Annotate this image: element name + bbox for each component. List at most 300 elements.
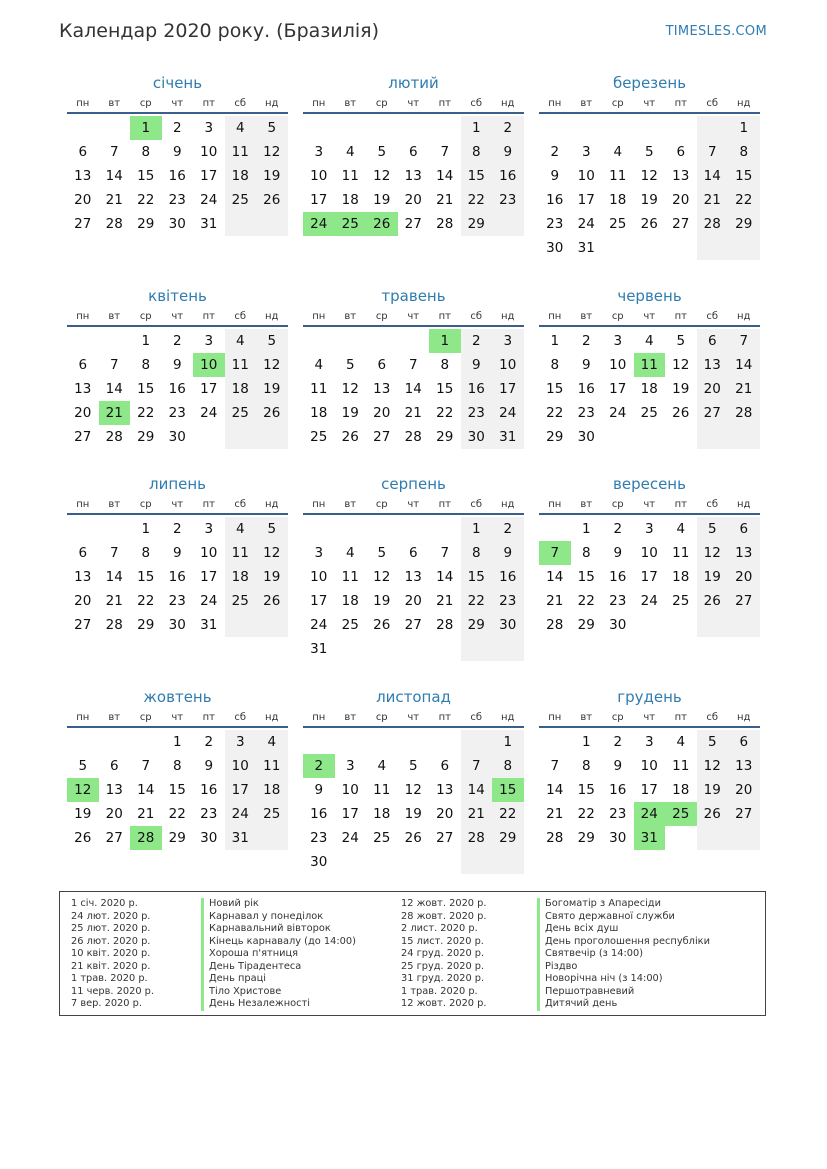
day-cell[interactable]: 26 bbox=[373, 617, 391, 633]
day-cell[interactable]: 1 bbox=[130, 116, 162, 140]
day-cell[interactable]: 24 bbox=[609, 405, 627, 421]
day-cell[interactable]: 13 bbox=[404, 168, 422, 184]
day-cell[interactable]: 5 bbox=[377, 144, 387, 160]
day-cell[interactable]: 7 bbox=[109, 144, 119, 160]
day-cell[interactable]: 10 bbox=[193, 353, 225, 377]
day-cell[interactable]: 11 bbox=[672, 545, 690, 561]
day-cell[interactable]: 21 bbox=[546, 806, 564, 822]
day-cell[interactable]: 3 bbox=[204, 333, 214, 349]
day-cell[interactable]: 15 bbox=[492, 778, 524, 802]
day-cell[interactable]: 5 bbox=[256, 517, 288, 541]
day-cell[interactable]: 30 bbox=[492, 613, 524, 637]
day-cell[interactable]: 22 bbox=[546, 405, 564, 421]
day-cell[interactable]: 1 bbox=[461, 116, 493, 140]
day-cell[interactable]: 20 bbox=[74, 593, 92, 609]
day-cell[interactable]: 4 bbox=[225, 116, 257, 140]
day-cell[interactable]: 5 bbox=[676, 333, 686, 349]
day-cell[interactable]: 21 bbox=[436, 192, 454, 208]
day-cell[interactable]: 10 bbox=[640, 545, 658, 561]
day-cell[interactable]: 12 bbox=[404, 782, 422, 798]
day-cell[interactable]: 27 bbox=[404, 617, 422, 633]
day-cell[interactable]: 24 bbox=[634, 802, 666, 826]
day-cell[interactable]: 1 bbox=[141, 521, 151, 537]
day-cell[interactable]: 7 bbox=[440, 545, 450, 561]
day-cell[interactable]: 20 bbox=[436, 806, 454, 822]
day-cell[interactable]: 19 bbox=[697, 778, 729, 802]
day-cell[interactable]: 16 bbox=[168, 168, 186, 184]
day-cell[interactable]: 15 bbox=[461, 565, 493, 589]
day-cell[interactable]: 3 bbox=[204, 120, 214, 136]
day-cell[interactable]: 14 bbox=[105, 569, 123, 585]
day-cell[interactable]: 26 bbox=[74, 830, 92, 846]
day-cell[interactable]: 8 bbox=[172, 758, 182, 774]
day-cell[interactable]: 26 bbox=[640, 216, 658, 232]
day-cell[interactable]: 20 bbox=[672, 192, 690, 208]
day-cell[interactable]: 20 bbox=[74, 405, 92, 421]
day-cell[interactable]: 26 bbox=[256, 188, 288, 212]
day-cell[interactable]: 2 bbox=[550, 144, 560, 160]
day-cell[interactable]: 16 bbox=[168, 381, 186, 397]
day-cell[interactable]: 11 bbox=[225, 353, 257, 377]
day-cell[interactable]: 23 bbox=[461, 401, 493, 425]
day-cell[interactable]: 24 bbox=[341, 830, 359, 846]
day-cell[interactable]: 3 bbox=[644, 521, 654, 537]
day-cell[interactable]: 9 bbox=[550, 168, 560, 184]
day-cell[interactable]: 15 bbox=[137, 168, 155, 184]
day-cell[interactable]: 2 bbox=[492, 517, 524, 541]
day-cell[interactable]: 2 bbox=[461, 329, 493, 353]
day-cell[interactable]: 3 bbox=[581, 144, 591, 160]
day-cell[interactable]: 5 bbox=[377, 545, 387, 561]
day-cell[interactable]: 31 bbox=[310, 641, 328, 657]
day-cell[interactable]: 30 bbox=[609, 830, 627, 846]
day-cell[interactable]: 23 bbox=[577, 405, 595, 421]
day-cell[interactable]: 19 bbox=[74, 806, 92, 822]
day-cell[interactable]: 28 bbox=[697, 212, 729, 236]
day-cell[interactable]: 18 bbox=[672, 569, 690, 585]
day-cell[interactable]: 9 bbox=[492, 541, 524, 565]
day-cell[interactable]: 2 bbox=[172, 120, 182, 136]
day-cell[interactable]: 16 bbox=[461, 377, 493, 401]
day-cell[interactable]: 1 bbox=[581, 521, 591, 537]
day-cell[interactable]: 19 bbox=[697, 565, 729, 589]
day-cell[interactable]: 10 bbox=[492, 353, 524, 377]
day-cell[interactable]: 5 bbox=[345, 357, 355, 373]
day-cell[interactable]: 17 bbox=[609, 381, 627, 397]
day-cell[interactable]: 23 bbox=[492, 589, 524, 613]
day-cell[interactable]: 17 bbox=[310, 192, 328, 208]
day-cell[interactable]: 20 bbox=[74, 192, 92, 208]
day-cell[interactable]: 9 bbox=[581, 357, 591, 373]
day-cell[interactable]: 5 bbox=[697, 517, 729, 541]
day-cell[interactable]: 21 bbox=[137, 806, 155, 822]
day-cell[interactable]: 4 bbox=[613, 144, 623, 160]
day-cell[interactable]: 10 bbox=[341, 782, 359, 798]
day-cell[interactable]: 18 bbox=[373, 806, 391, 822]
day-cell[interactable]: 29 bbox=[168, 830, 186, 846]
day-cell[interactable]: 22 bbox=[137, 593, 155, 609]
day-cell[interactable]: 27 bbox=[672, 216, 690, 232]
day-cell[interactable]: 16 bbox=[492, 164, 524, 188]
day-cell[interactable]: 30 bbox=[546, 240, 564, 256]
day-cell[interactable]: 31 bbox=[492, 425, 524, 449]
day-cell[interactable]: 5 bbox=[644, 144, 654, 160]
day-cell[interactable]: 8 bbox=[141, 545, 151, 561]
day-cell[interactable]: 29 bbox=[461, 613, 493, 637]
day-cell[interactable]: 4 bbox=[644, 333, 654, 349]
day-cell[interactable]: 25 bbox=[373, 830, 391, 846]
day-cell[interactable]: 8 bbox=[461, 140, 493, 164]
day-cell[interactable]: 23 bbox=[492, 188, 524, 212]
day-cell[interactable]: 18 bbox=[225, 565, 257, 589]
day-cell[interactable]: 6 bbox=[109, 758, 119, 774]
day-cell[interactable]: 24 bbox=[225, 802, 257, 826]
day-cell[interactable]: 27 bbox=[74, 216, 92, 232]
day-cell[interactable]: 9 bbox=[172, 144, 182, 160]
day-cell[interactable]: 27 bbox=[105, 830, 123, 846]
day-cell[interactable]: 8 bbox=[440, 357, 450, 373]
day-cell[interactable]: 14 bbox=[105, 381, 123, 397]
day-cell[interactable]: 2 bbox=[172, 521, 182, 537]
day-cell[interactable]: 6 bbox=[728, 730, 760, 754]
day-cell[interactable]: 29 bbox=[577, 830, 595, 846]
day-cell[interactable]: 26 bbox=[256, 589, 288, 613]
day-cell[interactable]: 20 bbox=[404, 593, 422, 609]
day-cell[interactable]: 30 bbox=[168, 617, 186, 633]
day-cell[interactable]: 25 bbox=[672, 593, 690, 609]
day-cell[interactable]: 4 bbox=[377, 758, 387, 774]
day-cell[interactable]: 11 bbox=[256, 754, 288, 778]
day-cell[interactable]: 4 bbox=[256, 730, 288, 754]
day-cell[interactable]: 22 bbox=[461, 188, 493, 212]
day-cell[interactable]: 23 bbox=[609, 593, 627, 609]
day-cell[interactable]: 21 bbox=[697, 188, 729, 212]
day-cell[interactable]: 8 bbox=[141, 357, 151, 373]
day-cell[interactable]: 14 bbox=[436, 168, 454, 184]
day-cell[interactable]: 16 bbox=[310, 806, 328, 822]
day-cell[interactable]: 6 bbox=[728, 517, 760, 541]
day-cell[interactable]: 15 bbox=[577, 569, 595, 585]
day-cell[interactable]: 22 bbox=[137, 405, 155, 421]
day-cell[interactable]: 25 bbox=[341, 617, 359, 633]
day-cell[interactable]: 22 bbox=[577, 593, 595, 609]
day-cell[interactable]: 15 bbox=[461, 164, 493, 188]
day-cell[interactable]: 6 bbox=[676, 144, 686, 160]
day-cell[interactable]: 3 bbox=[644, 734, 654, 750]
day-cell[interactable]: 28 bbox=[461, 826, 493, 850]
day-cell[interactable]: 27 bbox=[74, 429, 92, 445]
day-cell[interactable]: 3 bbox=[492, 329, 524, 353]
day-cell[interactable]: 11 bbox=[609, 168, 627, 184]
day-cell[interactable]: 21 bbox=[105, 593, 123, 609]
day-cell[interactable]: 21 bbox=[105, 192, 123, 208]
day-cell[interactable]: 29 bbox=[137, 216, 155, 232]
day-cell[interactable]: 13 bbox=[672, 168, 690, 184]
day-cell[interactable]: 8 bbox=[461, 541, 493, 565]
day-cell[interactable]: 8 bbox=[550, 357, 560, 373]
day-cell[interactable]: 22 bbox=[168, 806, 186, 822]
day-cell[interactable]: 21 bbox=[546, 593, 564, 609]
day-cell[interactable]: 5 bbox=[78, 758, 88, 774]
day-cell[interactable]: 10 bbox=[577, 168, 595, 184]
day-cell[interactable]: 7 bbox=[697, 140, 729, 164]
day-cell[interactable]: 28 bbox=[105, 429, 123, 445]
day-cell[interactable]: 29 bbox=[137, 617, 155, 633]
day-cell[interactable]: 6 bbox=[78, 357, 88, 373]
day-cell[interactable]: 16 bbox=[546, 192, 564, 208]
day-cell[interactable]: 22 bbox=[577, 806, 595, 822]
day-cell[interactable]: 27 bbox=[373, 429, 391, 445]
day-cell[interactable]: 23 bbox=[310, 830, 328, 846]
day-cell[interactable]: 1 bbox=[492, 730, 524, 754]
day-cell[interactable]: 12 bbox=[256, 140, 288, 164]
day-cell[interactable]: 16 bbox=[492, 565, 524, 589]
day-cell[interactable]: 12 bbox=[697, 541, 729, 565]
day-cell[interactable]: 28 bbox=[546, 830, 564, 846]
day-cell[interactable]: 14 bbox=[697, 164, 729, 188]
day-cell[interactable]: 9 bbox=[461, 353, 493, 377]
day-cell[interactable]: 15 bbox=[546, 381, 564, 397]
day-cell[interactable]: 27 bbox=[404, 216, 422, 232]
day-cell[interactable]: 29 bbox=[546, 429, 564, 445]
day-cell[interactable]: 18 bbox=[225, 377, 257, 401]
day-cell[interactable]: 2 bbox=[172, 333, 182, 349]
day-cell[interactable]: 29 bbox=[577, 617, 595, 633]
day-cell[interactable]: 15 bbox=[436, 381, 454, 397]
day-cell[interactable]: 11 bbox=[672, 758, 690, 774]
day-cell[interactable]: 19 bbox=[672, 381, 690, 397]
day-cell[interactable]: 29 bbox=[728, 212, 760, 236]
day-cell[interactable]: 12 bbox=[256, 353, 288, 377]
day-cell[interactable]: 5 bbox=[256, 116, 288, 140]
day-cell[interactable]: 30 bbox=[577, 429, 595, 445]
day-cell[interactable]: 22 bbox=[728, 188, 760, 212]
day-cell[interactable]: 3 bbox=[314, 144, 324, 160]
day-cell[interactable]: 31 bbox=[200, 216, 218, 232]
day-cell[interactable]: 13 bbox=[436, 782, 454, 798]
day-cell[interactable]: 25 bbox=[609, 216, 627, 232]
day-cell[interactable]: 9 bbox=[172, 545, 182, 561]
day-cell[interactable]: 9 bbox=[314, 782, 324, 798]
day-cell[interactable]: 17 bbox=[200, 569, 218, 585]
day-cell[interactable]: 4 bbox=[314, 357, 324, 373]
day-cell[interactable]: 19 bbox=[640, 192, 658, 208]
day-cell[interactable]: 19 bbox=[373, 192, 391, 208]
day-cell[interactable]: 14 bbox=[546, 782, 564, 798]
day-cell[interactable]: 11 bbox=[634, 353, 666, 377]
day-cell[interactable]: 18 bbox=[256, 778, 288, 802]
day-cell[interactable]: 29 bbox=[492, 826, 524, 850]
day-cell[interactable]: 24 bbox=[640, 593, 658, 609]
day-cell[interactable]: 9 bbox=[172, 357, 182, 373]
day-cell[interactable]: 7 bbox=[109, 545, 119, 561]
day-cell[interactable]: 15 bbox=[168, 782, 186, 798]
day-cell[interactable]: 29 bbox=[137, 429, 155, 445]
day-cell[interactable]: 8 bbox=[728, 140, 760, 164]
day-cell[interactable]: 13 bbox=[105, 782, 123, 798]
day-cell[interactable]: 26 bbox=[366, 212, 398, 236]
day-cell[interactable]: 16 bbox=[168, 569, 186, 585]
day-cell[interactable]: 30 bbox=[310, 854, 328, 870]
day-cell[interactable]: 28 bbox=[546, 617, 564, 633]
day-cell[interactable]: 31 bbox=[225, 826, 257, 850]
day-cell[interactable]: 18 bbox=[341, 593, 359, 609]
day-cell[interactable]: 6 bbox=[697, 329, 729, 353]
day-cell[interactable]: 20 bbox=[373, 405, 391, 421]
day-cell[interactable]: 5 bbox=[408, 758, 418, 774]
day-cell[interactable]: 6 bbox=[408, 545, 418, 561]
day-cell[interactable]: 29 bbox=[436, 429, 454, 445]
day-cell[interactable]: 15 bbox=[577, 782, 595, 798]
day-cell[interactable]: 12 bbox=[672, 357, 690, 373]
day-cell[interactable]: 26 bbox=[341, 429, 359, 445]
day-cell[interactable]: 10 bbox=[225, 754, 257, 778]
day-cell[interactable]: 23 bbox=[168, 593, 186, 609]
day-cell[interactable]: 20 bbox=[105, 806, 123, 822]
day-cell[interactable]: 13 bbox=[728, 754, 760, 778]
day-cell[interactable]: 11 bbox=[225, 140, 257, 164]
day-cell[interactable]: 30 bbox=[461, 425, 493, 449]
day-cell[interactable]: 30 bbox=[168, 216, 186, 232]
day-cell[interactable]: 14 bbox=[105, 168, 123, 184]
day-cell[interactable]: 2 bbox=[613, 734, 623, 750]
day-cell[interactable]: 13 bbox=[697, 353, 729, 377]
day-cell[interactable]: 12 bbox=[373, 168, 391, 184]
day-cell[interactable]: 26 bbox=[697, 802, 729, 826]
day-cell[interactable]: 26 bbox=[256, 401, 288, 425]
day-cell[interactable]: 4 bbox=[225, 329, 257, 353]
day-cell[interactable]: 12 bbox=[67, 778, 99, 802]
day-cell[interactable]: 11 bbox=[225, 541, 257, 565]
day-cell[interactable]: 11 bbox=[341, 569, 359, 585]
day-cell[interactable]: 5 bbox=[697, 730, 729, 754]
day-cell[interactable]: 23 bbox=[168, 405, 186, 421]
day-cell[interactable]: 23 bbox=[546, 216, 564, 232]
day-cell[interactable]: 23 bbox=[200, 806, 218, 822]
day-cell[interactable]: 19 bbox=[404, 806, 422, 822]
day-cell[interactable]: 3 bbox=[613, 333, 623, 349]
day-cell[interactable]: 1 bbox=[550, 333, 560, 349]
day-cell[interactable]: 28 bbox=[105, 617, 123, 633]
day-cell[interactable]: 14 bbox=[436, 569, 454, 585]
day-cell[interactable]: 22 bbox=[492, 802, 524, 826]
day-cell[interactable]: 2 bbox=[492, 116, 524, 140]
day-cell[interactable]: 2 bbox=[204, 734, 214, 750]
day-cell[interactable]: 17 bbox=[577, 192, 595, 208]
day-cell[interactable]: 16 bbox=[609, 782, 627, 798]
day-cell[interactable]: 18 bbox=[640, 381, 658, 397]
day-cell[interactable]: 23 bbox=[609, 806, 627, 822]
day-cell[interactable]: 17 bbox=[200, 381, 218, 397]
day-cell[interactable]: 13 bbox=[404, 569, 422, 585]
day-cell[interactable]: 29 bbox=[461, 212, 493, 236]
day-cell[interactable]: 10 bbox=[640, 758, 658, 774]
day-cell[interactable]: 7 bbox=[550, 758, 560, 774]
day-cell[interactable]: 24 bbox=[492, 401, 524, 425]
day-cell[interactable]: 3 bbox=[225, 730, 257, 754]
day-cell[interactable]: 16 bbox=[609, 569, 627, 585]
day-cell[interactable]: 17 bbox=[341, 806, 359, 822]
day-cell[interactable]: 6 bbox=[78, 545, 88, 561]
day-cell[interactable]: 27 bbox=[697, 401, 729, 425]
day-cell[interactable]: 9 bbox=[204, 758, 214, 774]
day-cell[interactable]: 4 bbox=[676, 521, 686, 537]
day-cell[interactable]: 24 bbox=[200, 593, 218, 609]
site-link[interactable]: TIMESLES.COM bbox=[665, 24, 767, 39]
day-cell[interactable]: 12 bbox=[697, 754, 729, 778]
day-cell[interactable]: 24 bbox=[303, 212, 335, 236]
day-cell[interactable]: 25 bbox=[225, 589, 257, 613]
day-cell[interactable]: 7 bbox=[728, 329, 760, 353]
day-cell[interactable]: 22 bbox=[461, 589, 493, 613]
day-cell[interactable]: 28 bbox=[728, 401, 760, 425]
day-cell[interactable]: 30 bbox=[168, 429, 186, 445]
day-cell[interactable]: 17 bbox=[640, 569, 658, 585]
day-cell[interactable]: 18 bbox=[609, 192, 627, 208]
day-cell[interactable]: 20 bbox=[728, 778, 760, 802]
day-cell[interactable]: 8 bbox=[492, 754, 524, 778]
day-cell[interactable]: 2 bbox=[303, 754, 335, 778]
day-cell[interactable]: 15 bbox=[137, 569, 155, 585]
day-cell[interactable]: 3 bbox=[345, 758, 355, 774]
day-cell[interactable]: 6 bbox=[440, 758, 450, 774]
day-cell[interactable]: 25 bbox=[335, 212, 367, 236]
day-cell[interactable]: 12 bbox=[256, 541, 288, 565]
day-cell[interactable]: 22 bbox=[436, 405, 454, 421]
day-cell[interactable]: 4 bbox=[225, 517, 257, 541]
day-cell[interactable]: 11 bbox=[341, 168, 359, 184]
day-cell[interactable]: 22 bbox=[137, 192, 155, 208]
day-cell[interactable]: 20 bbox=[728, 565, 760, 589]
day-cell[interactable]: 3 bbox=[314, 545, 324, 561]
day-cell[interactable]: 10 bbox=[609, 357, 627, 373]
day-cell[interactable]: 7 bbox=[141, 758, 151, 774]
day-cell[interactable]: 23 bbox=[168, 192, 186, 208]
day-cell[interactable]: 18 bbox=[341, 192, 359, 208]
day-cell[interactable]: 14 bbox=[137, 782, 155, 798]
day-cell[interactable]: 9 bbox=[613, 758, 623, 774]
day-cell[interactable]: 10 bbox=[200, 545, 218, 561]
day-cell[interactable]: 14 bbox=[728, 353, 760, 377]
day-cell[interactable]: 31 bbox=[634, 826, 666, 850]
day-cell[interactable]: 6 bbox=[377, 357, 387, 373]
day-cell[interactable]: 4 bbox=[345, 144, 355, 160]
day-cell[interactable]: 31 bbox=[200, 617, 218, 633]
day-cell[interactable]: 15 bbox=[728, 164, 760, 188]
day-cell[interactable]: 24 bbox=[577, 216, 595, 232]
day-cell[interactable]: 21 bbox=[728, 377, 760, 401]
day-cell[interactable]: 11 bbox=[310, 381, 328, 397]
day-cell[interactable]: 20 bbox=[404, 192, 422, 208]
day-cell[interactable]: 9 bbox=[492, 140, 524, 164]
day-cell[interactable]: 19 bbox=[256, 377, 288, 401]
day-cell[interactable]: 21 bbox=[436, 593, 454, 609]
day-cell[interactable]: 17 bbox=[492, 377, 524, 401]
day-cell[interactable]: 1 bbox=[141, 333, 151, 349]
day-cell[interactable]: 14 bbox=[461, 778, 493, 802]
day-cell[interactable]: 20 bbox=[697, 377, 729, 401]
day-cell[interactable]: 25 bbox=[225, 188, 257, 212]
day-cell[interactable]: 1 bbox=[581, 734, 591, 750]
day-cell[interactable]: 19 bbox=[341, 405, 359, 421]
day-cell[interactable]: 28 bbox=[404, 429, 422, 445]
day-cell[interactable]: 17 bbox=[225, 778, 257, 802]
day-cell[interactable]: 21 bbox=[404, 405, 422, 421]
day-cell[interactable]: 19 bbox=[373, 593, 391, 609]
day-cell[interactable]: 30 bbox=[609, 617, 627, 633]
day-cell[interactable]: 25 bbox=[665, 802, 697, 826]
day-cell[interactable]: 17 bbox=[200, 168, 218, 184]
